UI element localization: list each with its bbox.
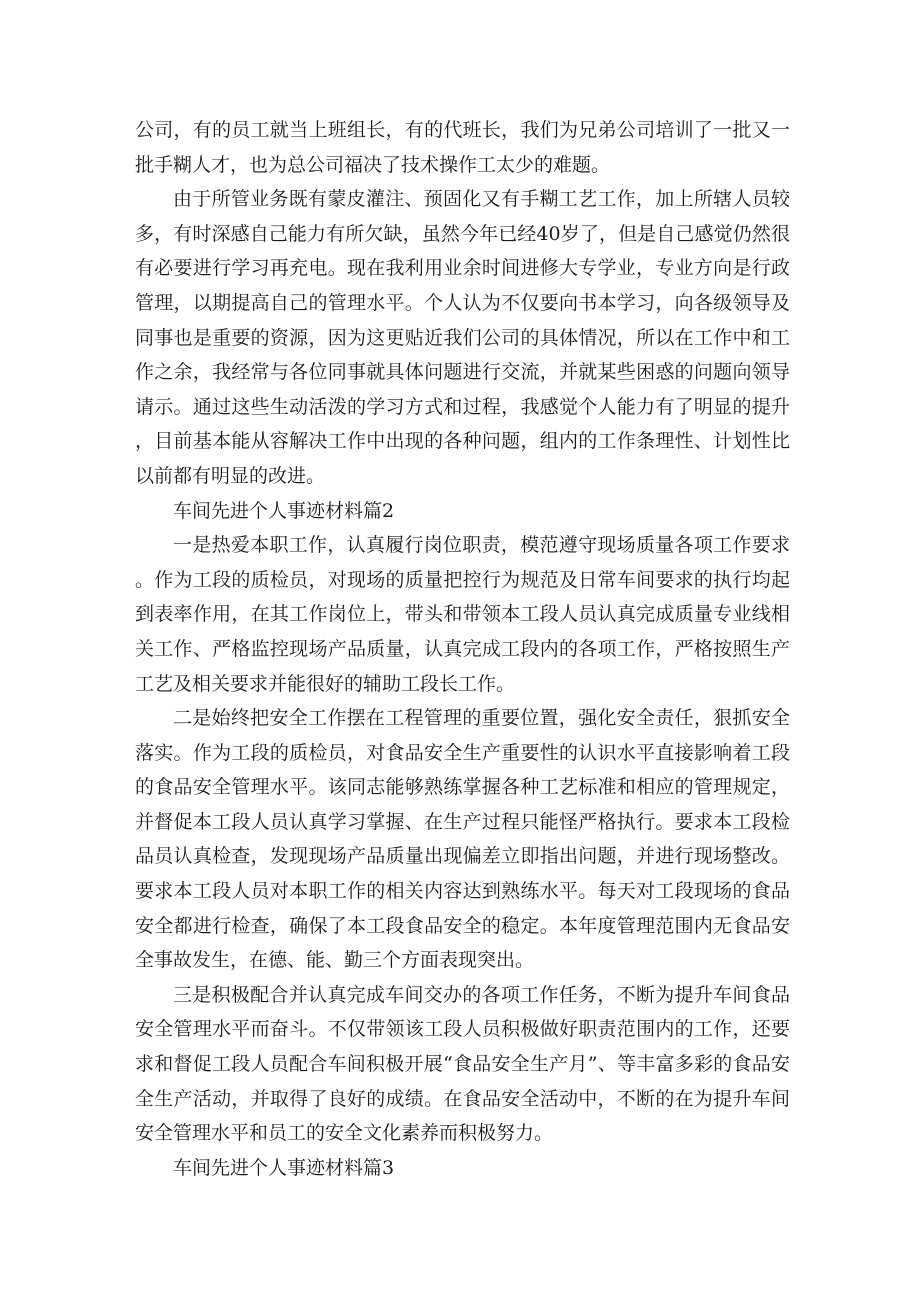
paragraph-duty: 一是热爱本职工作，认真履行岗位职责，模范遵守现场质量各项工作要求。作为工段的质检员，对现场的质量把控行为规范及日常车间要求的执行均起到表率作用，在其工作岗位上，带头和带领本工段人员认真完成质量专业线相关工作、严格监控现场产品质量，认真完成工段内的各项工作，严格按照生产工艺及相关要求并能很好的辅助工段长工作。 [135, 534, 790, 695]
section-title-2: 车间先进个人事迹材料篇2 [173, 499, 395, 522]
paragraph-self-study: 由于所管业务既有蒙皮灌注、预固化又有手糊工艺工作，加上所辖人员较多，有时深感自己能力有所欠缺，虽然今年已经40岁了，但是自己感觉仍然很有必要进行学习再充电。现在我利用业余时间进修大专学业，专业方向是行政管理，以期提高自己的管理水平。个人认为不仅要向书本学习，向各级领导及同事也是重要的资源，因为这更贴近我们公司的具体情况，所以在工作中和工作之余，我经常与各位同事就具体问题进行交流，并就某些困惑的问题向领导请示。通过这些生动活泼的学习方式和过程，我感觉个人能力有了明显的提升，目前基本能从容解决工作中出现的各种问题，组内的工作条理性、计划性比以前都有明显的改进。 [135, 188, 790, 487]
paragraph-cooperation: 三是积极配合并认真完成车间交办的各项工作任务，不断为提升车间食品安全管理水平而奋斗。不仅带领该工段人员积极做好职责范围内的工作，还要求和督促工段人员配合车间积极开展“食品安全生产月”、等丰富多彩的食品安全生产活动，并取得了良好的成绩。在食品安全活动中，不断的在为提升车间安全管理水平和员工的安全文化素养而积极努力。 [135, 983, 790, 1145]
section-title-3: 车间先进个人事迹材料篇3 [173, 1156, 395, 1179]
document-page [135, 113, 790, 1185]
paragraph-continuation: 公司，有的员工就当上班组长，有的代班长，我们为兄弟公司培训了一批又一批手糊人才，也为总公司福决了技术操作工太少的难题。 [135, 119, 790, 176]
paragraph-safety: 二是始终把安全工作摆在工程管理的重要位置，强化安全责任，狠抓安全落实。作为工段的质检员，对食品安全生产重要性的认识水平直接影响着工段的食品安全管理水平。该同志能够熟练掌握各种工艺标准和相应的管理规定，并督促本工段人员认真学习掌握、在生产过程只能怪严格执行。要求本工段检品员认真检查，发现现场产品质量出现偏差立即指出问题，并进行现场整改。要求本工段人员对本职工作的相关内容达到熟练水平。每天对工段现场的食品安全都进行检查，确保了本工段食品安全的稳定。本年度管理范围内无食品安全事故发生，在德、能、勤三个方面表现突出。 [135, 707, 790, 972]
